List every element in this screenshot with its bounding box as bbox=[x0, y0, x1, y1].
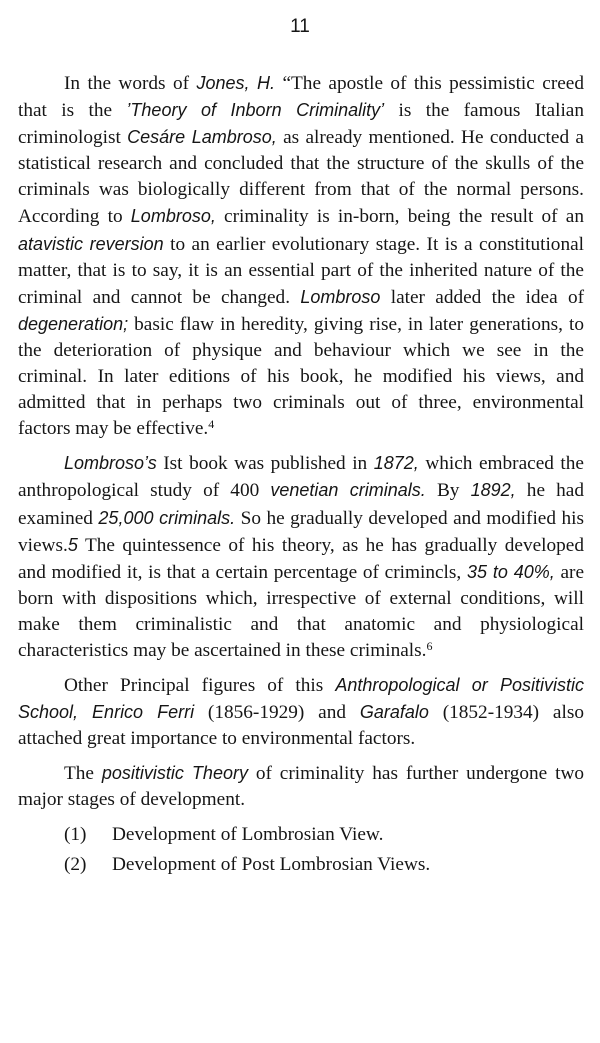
development-stages-list bbox=[18, 822, 584, 878]
emphasis-text: Lombroso bbox=[300, 286, 381, 307]
text-run: to an earlier evolutionary stage. It is a constitutional matter, that is to say, it is an essential part of the inherited nature of the criminal and cannot be changed. bbox=[18, 233, 584, 308]
emphasis-text: 1872, bbox=[373, 453, 419, 474]
emphasis-text: 5 bbox=[67, 534, 78, 555]
emphasis-text: atavistic reversion bbox=[18, 233, 164, 254]
text-run: basic flaw in heredity, giving rise, in later generations, to the deterioration of physique and behaviour which we see in the criminal. In later editions of his book, he modified his views, and admitted that in perhaps two criminals out of three, environmental factors may be effective. bbox=[18, 313, 584, 440]
text-run: as already mentioned. He conducted a statistical research and concluded that the structure of the skulls of the criminals was biologically different from that of the normal persons. According to bbox=[18, 127, 584, 228]
list-item bbox=[18, 852, 584, 878]
emphasis-text: 1892, bbox=[470, 480, 516, 501]
emphasis-text: Lombroso’s bbox=[64, 453, 157, 474]
text-run: which embraced the anthropological study of 400 bbox=[18, 453, 584, 502]
paragraph bbox=[18, 672, 584, 752]
list-item-text: Development of Lombrosian View. bbox=[112, 823, 384, 845]
text-run: (1856-1929) and bbox=[194, 702, 360, 724]
text-run: In the words of bbox=[64, 73, 197, 94]
text-run: Other Principal figures of this bbox=[64, 675, 336, 697]
emphasis-text: 35 to 40%, bbox=[466, 561, 555, 582]
emphasis-text: Cesáre Lambroso, bbox=[127, 127, 277, 148]
text-run: By bbox=[425, 480, 471, 502]
text-run: he had examined bbox=[18, 480, 584, 529]
text-run: The bbox=[64, 763, 102, 785]
list-item-number: (2) bbox=[64, 853, 87, 875]
text-run: is the famous Italian criminologist bbox=[18, 100, 584, 149]
emphasis-text: positivistic Theory bbox=[101, 763, 248, 784]
emphasis-text: ’Theory of Inborn Criminality’ bbox=[126, 100, 385, 121]
emphasis-text: Anthropological or Positivistic School, Enrico Ferri bbox=[18, 675, 584, 723]
text-run: later added the idea of bbox=[380, 286, 585, 308]
text-run: So he gradually developed and modified his views. bbox=[18, 507, 584, 556]
body-text bbox=[18, 70, 584, 882]
page-number: 11 bbox=[290, 16, 310, 37]
emphasis-text: venetian criminals. bbox=[270, 480, 426, 501]
emphasis-text: degeneration; bbox=[18, 313, 129, 334]
text-run: (1852-1934) also attached great importance to environmental factors. bbox=[18, 702, 584, 750]
emphasis-text: Garafalo bbox=[359, 702, 429, 723]
list-item-text: Development of Post Lombrosian Views. bbox=[112, 853, 431, 875]
paragraph bbox=[18, 450, 584, 664]
text-run: of criminality has further undergone two major stages of development. bbox=[18, 763, 585, 811]
emphasis-text: 25,000 criminals. bbox=[98, 507, 236, 528]
list-item-number: (1) bbox=[64, 823, 87, 845]
emphasis-text: Lombroso, bbox=[130, 206, 216, 227]
paragraph bbox=[18, 70, 584, 442]
text-run: are born with dispositions which, irrespective of external conditions, will make them criminalistic and that anatomic and physiological characteristics may be ascertained in these criminals. bbox=[18, 561, 585, 661]
text-run: “The apostle of this pessimistic creed that is the bbox=[18, 73, 584, 122]
text-run: The quintessence of his theory, as he has gradually developed and modified it, is that a certain percentage of crimincls, bbox=[18, 534, 584, 583]
emphasis-text: Jones, H. bbox=[196, 73, 276, 93]
text-run: criminality is in-born, being the result of an bbox=[215, 206, 584, 228]
list-item bbox=[18, 822, 584, 848]
text-run: Ist book was published in bbox=[156, 453, 374, 475]
footnote-marker: 6 bbox=[426, 638, 433, 653]
footnote-marker: 4 bbox=[208, 417, 215, 432]
paragraph bbox=[18, 760, 584, 813]
